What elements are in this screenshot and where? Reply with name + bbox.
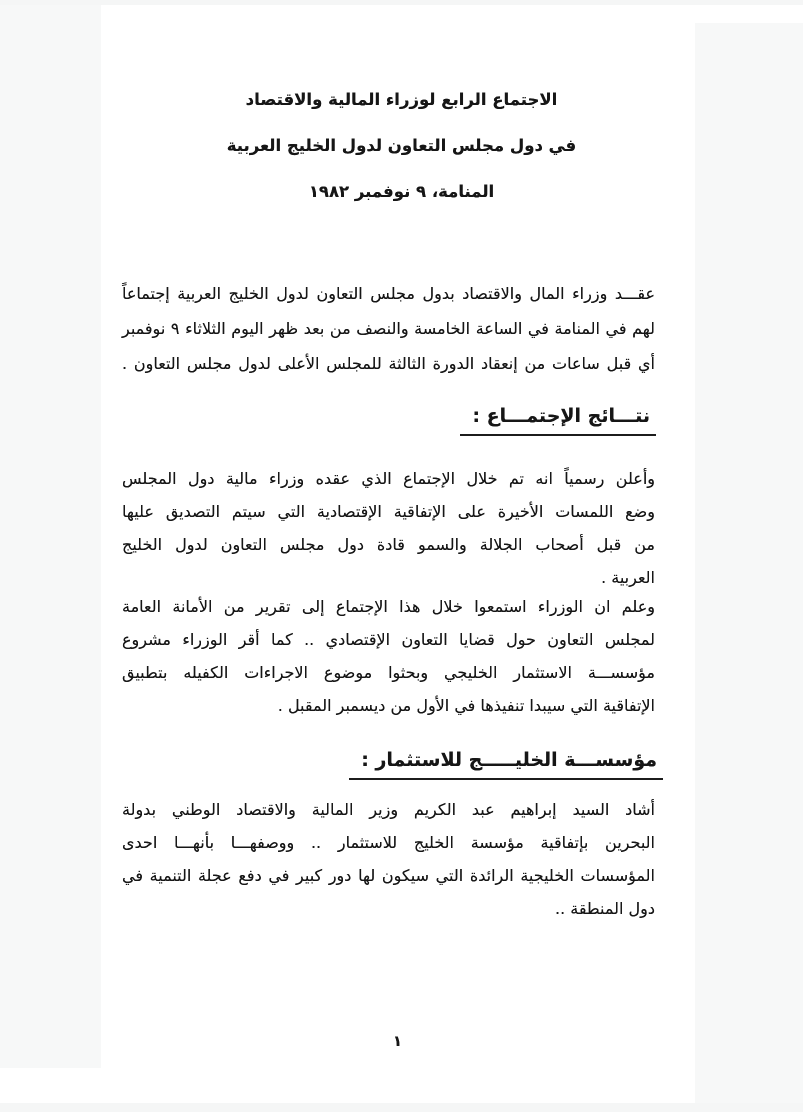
- paragraph-line: مؤسســـة الاستثمار الخليجي وبحثوا موضوع الاجراءات الكفيله بتطبيق: [122, 663, 655, 682]
- title-line-3: المنامة، ٩ نوفمبر ١٩٨٢: [308, 182, 495, 201]
- scan-edge-bottom: [0, 1103, 803, 1112]
- paragraph-meeting-results-1: [122, 462, 655, 594]
- scan-edge-top: [0, 0, 803, 5]
- paragraph-line: الإتفاقية التي سيبدا تنفيذها في الأول من ديسمبر المقبل .: [277, 696, 655, 715]
- title-line-2: في دول مجلس التعاون لدول الخليج العربية: [226, 136, 577, 155]
- paragraph-line: البحرين بإتفاقية مؤسسة الخليج للاستثمار .. ووصفهـــا بأنهـــا احدى: [122, 833, 655, 852]
- paragraph-line: لمجلس التعاون حول قضايا التعاون الإقتصادي .. كما أقر الوزراء مشروع: [122, 630, 655, 649]
- paragraph-line: لهم في المنامة في الساعة الخامسة والنصف من بعد ظهر اليوم الثلاثاء ٩ نوفمبر: [122, 319, 656, 338]
- paragraph-line: وعلم ان الوزراء استمعوا خلال هذا الإجتماع إلى تقرير من الأمانة العامة: [122, 597, 655, 616]
- paragraph-opening: [122, 276, 655, 381]
- paragraph-line: وأعلن رسمياً انه تم خلال الإجتماع الذي عقده وزراء مالية دول المجلس: [122, 469, 655, 488]
- paragraph-line: المؤسسات الخليجية الرائدة التي سيكون لها دور كبير في دفع عجلة التنمية في: [122, 866, 655, 885]
- paragraph-line: العربية .: [601, 568, 655, 587]
- paragraph-line: من قبل أصحاب الجلالة والسمو قادة دول مجلس التعاون لدول الخليج: [122, 535, 655, 554]
- document-title: [0, 77, 803, 215]
- paragraph-line: أي قبل ساعات من إنعقاد الدورة الثالثة للمجلس الأعلى لدول مجلس التعاون .: [122, 354, 655, 373]
- paragraph-line: وضع اللمسات الأخيرة على الإتفاقية الإقتصادية التي سيتم التصديق عليها: [122, 502, 655, 521]
- paragraph-line: عقـــد وزراء المال والاقتصاد بدول مجلس التعاون لدول الخليج العربية إجتماعاً: [122, 284, 655, 303]
- paragraph-meeting-results-2: [122, 590, 655, 722]
- section-heading-meeting-results: نتـــائج الإجتمـــاع :: [460, 403, 656, 436]
- paragraph-line: دول المنطقة ..: [554, 899, 655, 918]
- paragraph-line: أشاد السيد إبراهيم عبد الكريم وزير المالية والاقتصاد الوطني بدولة: [122, 800, 655, 819]
- title-line-1: الاجتماع الرابع لوزراء المالية والاقتصاد: [245, 90, 558, 109]
- section-heading-gulf-investment-corporation: مؤسســـة الخليـــــج للاستثمار :: [349, 747, 663, 780]
- paragraph-gulf-investment: [122, 793, 655, 925]
- page-number: ١: [392, 1032, 403, 1050]
